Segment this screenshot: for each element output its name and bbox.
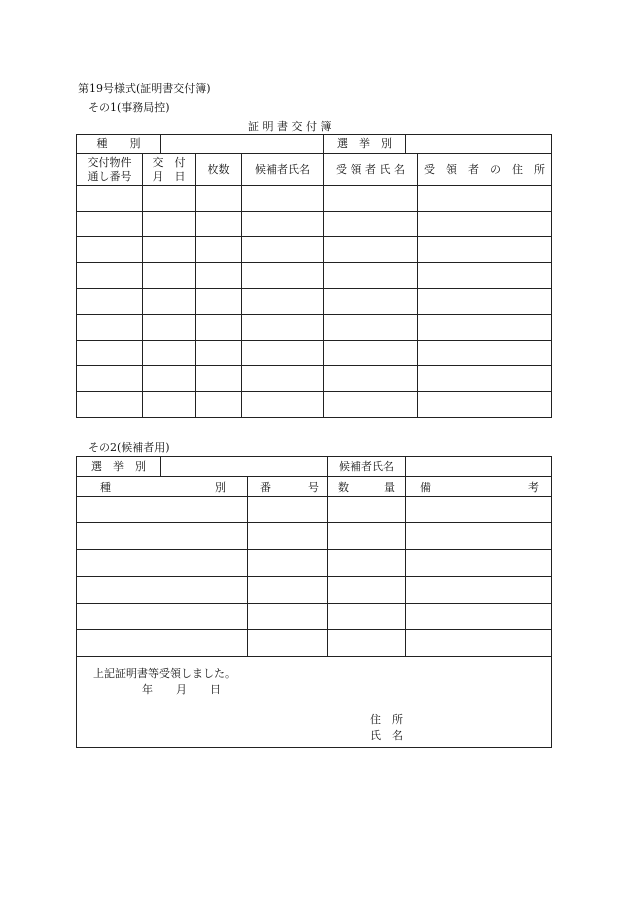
receipt-statement: 上記証明書等受領しました。 [93, 667, 236, 680]
kind-label: 種 別 [96, 137, 141, 150]
part1-title: その1(事務局控) [88, 101, 170, 114]
column-kind-a: 種 [100, 481, 111, 494]
column-remarks-b: 考 [528, 481, 539, 494]
column-recipient-address: 受 領 者 の 住 所 [424, 162, 545, 176]
column-count: 枚数 [207, 162, 230, 176]
candidate-name-field[interactable] [406, 457, 551, 476]
candidate-name-label: 候補者氏名 [339, 459, 394, 473]
election-label-2: 選 挙 別 [91, 459, 146, 473]
column-kind-b: 別 [215, 481, 226, 494]
election-value-field-2[interactable] [161, 457, 327, 476]
kind-value-field[interactable] [161, 135, 323, 153]
column-remarks-a: 備 [420, 481, 431, 494]
address-label: 住 所 [370, 713, 403, 726]
election-label: 選 挙 別 [337, 137, 392, 150]
column-recipient-name: 受 領 者 氏 名 [336, 162, 405, 176]
date-day-label: 日 [210, 683, 221, 696]
name-label: 氏 名 [370, 729, 403, 742]
column-number-a: 番 [260, 481, 271, 494]
book-title: 証 明 書 交 付 簿 [248, 120, 332, 133]
column-quantity-a: 数 [338, 481, 349, 494]
column-serial-number: 交付物件 通し番号 [87, 155, 132, 183]
column-issue-date: 交 付 月 日 [152, 155, 186, 183]
election-value-field[interactable] [406, 135, 551, 153]
date-year-label: 年 [142, 683, 153, 696]
column-candidate-name: 候補者氏名 [255, 162, 310, 176]
part2-title: その2(候補者用) [88, 441, 170, 454]
column-quantity-b: 量 [384, 481, 395, 494]
column-number-b: 号 [308, 481, 319, 494]
date-month-label: 月 [176, 683, 187, 696]
form-number-title: 第19号様式(証明書交付簿) [78, 82, 211, 95]
